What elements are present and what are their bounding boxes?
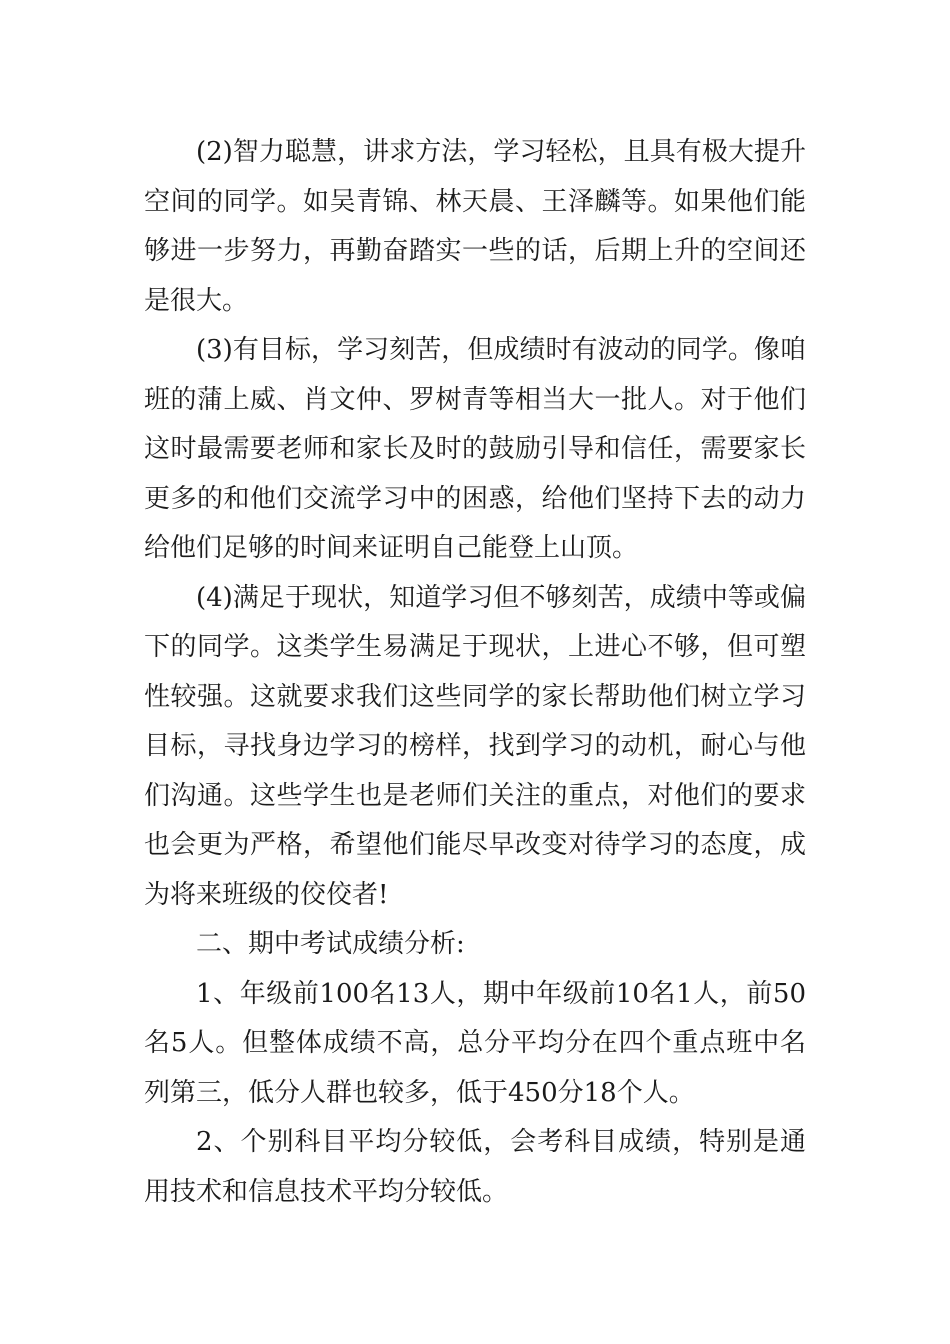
document-body	[144, 128, 806, 1217]
section-heading-midterm-analysis: 二、期中考试成绩分析:	[196, 929, 465, 959]
paragraph-category-3: (3)有目标，学习刻苦，但成绩时有波动的同学。像咱班的蒲上威、肖文仲、罗树青等相当大一批人。对于他们这时最需要老师和家长及时的鼓励引导和信任，需要家长更多的和他们交流学习中的困惑，给他们坚持下去的动力给他们足够的时间来证明自己能登上山顶。	[144, 335, 806, 563]
paragraph-analysis-2: 2、个别科目平均分较低，会考科目成绩，特别是通用技术和信息技术平均分较低。	[144, 1127, 806, 1207]
paragraph-category-4: (4)满足于现状，知道学习但不够刻苦，成绩中等或偏下的同学。这类学生易满足于现状，上进心不够，但可塑性较强。这就要求我们这些同学的家长帮助他们树立学习目标，寻找身边学习的榜样，找到学习的动机，耐心与他们沟通。这些学生也是老师们关注的重点，对他们的要求也会更为严格，希望他们能尽早改变对待学习的态度，成为将来班级的佼佼者!	[144, 582, 806, 910]
paragraph-analysis-1: 1、年级前100名13人，期中年级前10名1人，前50名5人。但整体成绩不高，总分平均分在四个重点班中名列第三，低分人群也较多，低于450分18个人。	[144, 978, 806, 1108]
paragraph-category-2: (2)智力聪慧，讲求方法，学习轻松，且具有极大提升空间的同学。如吴青锦、林天晨、王泽麟等。如果他们能够进一步努力，再勤奋踏实一些的话，后期上升的空间还是很大。	[144, 137, 806, 316]
